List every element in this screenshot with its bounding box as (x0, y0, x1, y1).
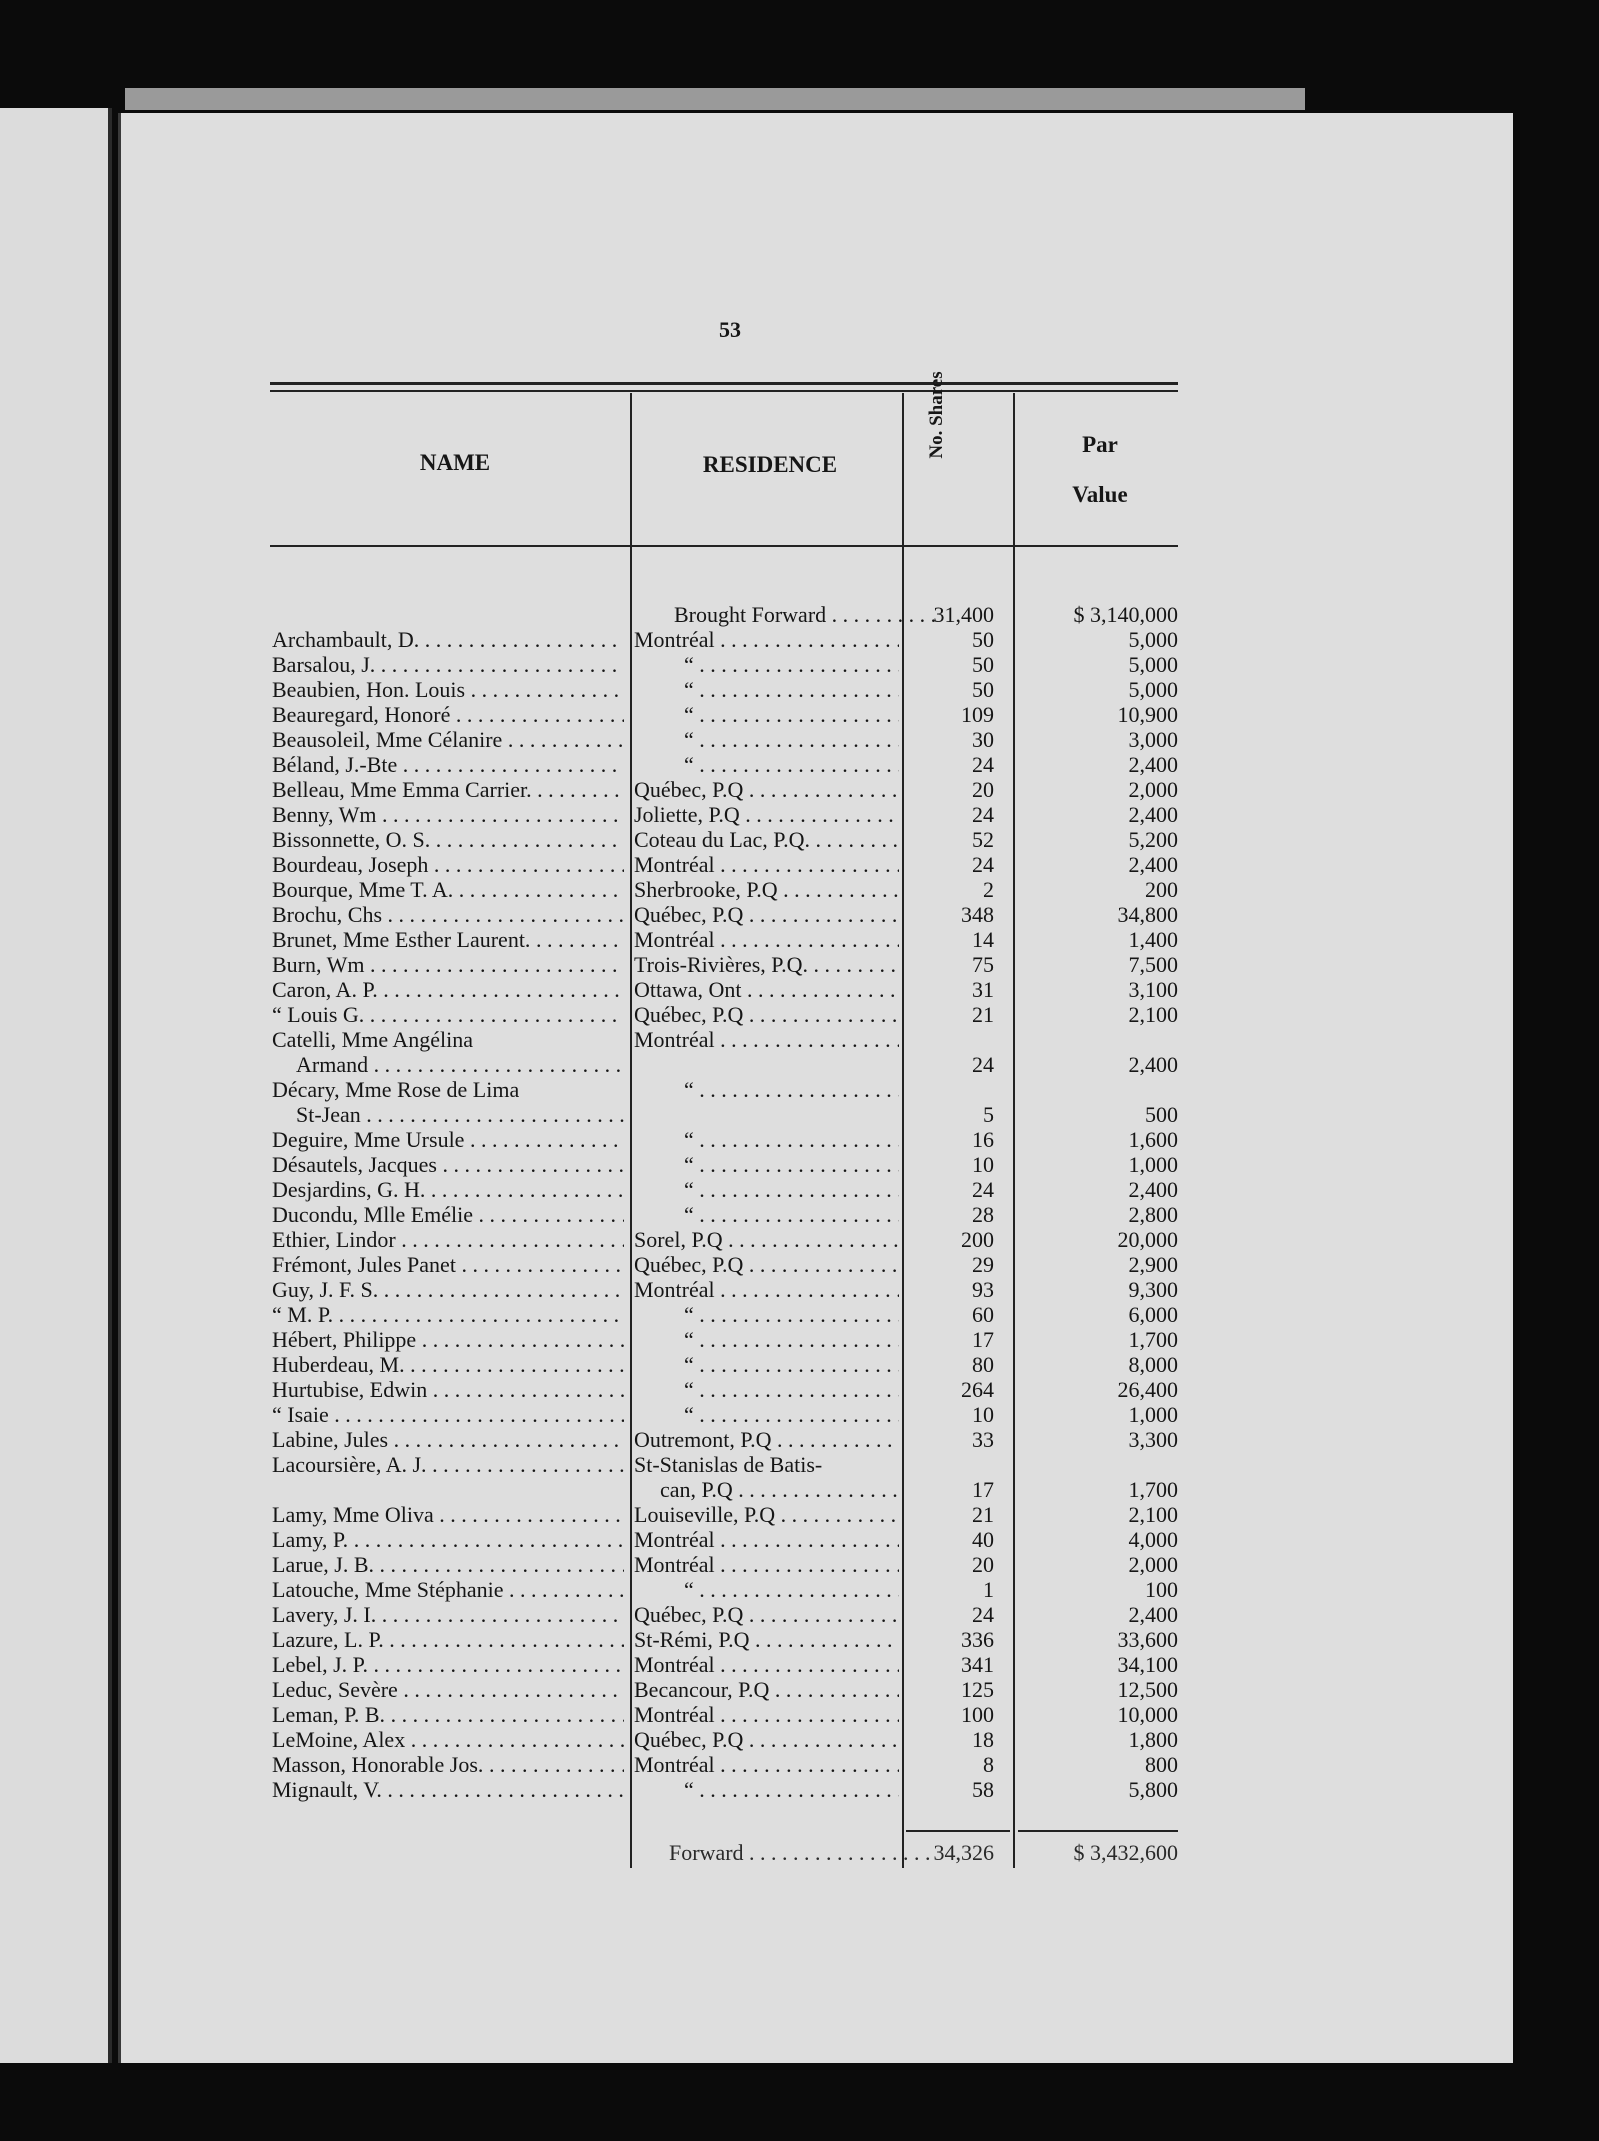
residence: Montréal . . . (634, 1752, 899, 1777)
share-count: 50 (972, 652, 994, 677)
shareholder-name: Brunet, Mme Esther Laurent. . . . (272, 927, 624, 952)
shareholder-name: Burn, Wm . . . (272, 952, 624, 977)
table-row (272, 1577, 1178, 1602)
shareholder-name: Lazure, L. P. . . . (272, 1627, 624, 1652)
residence: “ . . . (634, 1177, 899, 1202)
table-row (272, 1702, 1178, 1727)
residence: Becancour, P.Q . . . (634, 1677, 899, 1702)
par-value: 2,800 (1128, 1202, 1178, 1227)
brought-forward-row (272, 602, 1178, 627)
share-count: 2 (983, 877, 994, 902)
shareholder-name: Bourque, Mme T. A. . . . (272, 877, 624, 902)
shareholder-name: LeMoine, Alex . . . (272, 1727, 624, 1752)
share-count: 24 (972, 1052, 994, 1077)
share-count: 29 (972, 1252, 994, 1277)
share-count: 21 (972, 1502, 994, 1527)
table-row (272, 1602, 1178, 1627)
table-row (272, 1427, 1178, 1452)
table-row (272, 1552, 1178, 1577)
residence: “ . . . (634, 1352, 899, 1377)
share-count: 60 (972, 1302, 994, 1327)
residence: “ . . . (634, 702, 899, 727)
shareholder-name: Décary, Mme Rose de Lima St-Jean . . . (272, 1077, 624, 1127)
header-value: Value (1072, 482, 1128, 507)
table-row (272, 1027, 1178, 1077)
residence: Sorel, P.Q . . . (634, 1227, 899, 1252)
residence: Montréal . . . (634, 1527, 899, 1552)
total-rule-shares (906, 1830, 1010, 1832)
share-count: 21 (972, 1002, 994, 1027)
par-value: 6,000 (1128, 1302, 1178, 1327)
shareholder-name: Hurtubise, Edwin . . . (272, 1377, 624, 1402)
par-value: 26,400 (1117, 1377, 1178, 1402)
par-value: 2,400 (1128, 802, 1178, 827)
share-count: 264 (961, 1377, 994, 1402)
share-count: 24 (972, 802, 994, 827)
shareholder-name: Beausoleil, Mme Célanire . . . (272, 727, 624, 752)
table-row (272, 1152, 1178, 1177)
share-count: 1 (983, 1577, 994, 1602)
shareholder-name: Lamy, P. . . . (272, 1527, 624, 1552)
par-value: 5,800 (1128, 1777, 1178, 1802)
top-rule (270, 382, 1178, 385)
par-value: 34,100 (1117, 1652, 1178, 1677)
shareholder-name: Lavery, J. I. . . . (272, 1602, 624, 1627)
table-row (272, 1002, 1178, 1027)
shareholder-name: Masson, Honorable Jos. . . . (272, 1752, 624, 1777)
share-count: 40 (972, 1527, 994, 1552)
table-row (272, 1302, 1178, 1327)
residence: Trois-Rivières, P.Q. . . . (634, 952, 899, 977)
par-value: 9,300 (1128, 1277, 1178, 1302)
par-value: 3,000 (1128, 727, 1178, 752)
table-row (272, 777, 1178, 802)
shareholder-name: Leduc, Sevère . . . (272, 1677, 624, 1702)
table-row (272, 1452, 1178, 1502)
shareholder-name: Lacoursière, A. J. . . . (272, 1452, 624, 1477)
shareholder-name: Labine, Jules . . . (272, 1427, 624, 1452)
share-count: 30 (972, 727, 994, 752)
par-value: 1,600 (1128, 1127, 1178, 1152)
par-value: 1,700 (1128, 1327, 1178, 1352)
par-value: 1,800 (1128, 1727, 1178, 1752)
par-value: 10,900 (1117, 702, 1178, 727)
par-value: 8,000 (1128, 1352, 1178, 1377)
share-count: 31 (972, 977, 994, 1002)
share-count: 93 (972, 1277, 994, 1302)
share-count: 24 (972, 1602, 994, 1627)
par-value: 2,000 (1128, 1552, 1178, 1577)
par-value: 3,300 (1128, 1427, 1178, 1452)
table-row (272, 1177, 1178, 1202)
shareholder-name: Leman, P. B. . . . (272, 1702, 624, 1727)
brought-forward-label: Brought Forward . . . (634, 602, 939, 627)
shareholder-name: Frémont, Jules Panet . . . (272, 1252, 624, 1277)
par-value: 100 (1145, 1577, 1178, 1602)
share-count: 52 (972, 827, 994, 852)
header-rule (270, 545, 1178, 547)
shareholder-name: Beaubien, Hon. Louis . . . (272, 677, 624, 702)
table-row (272, 1202, 1178, 1227)
binding-strip (125, 88, 1305, 110)
par-value: 1,400 (1128, 927, 1178, 952)
residence: “ . . . (634, 1377, 899, 1402)
page-number: 53 (719, 317, 741, 342)
residence: “ . . . (634, 727, 899, 752)
brought-forward-value: $ 3,140,000 (1073, 602, 1178, 627)
shareholder-name: Brochu, Chs . . . (272, 902, 624, 927)
table-row (272, 827, 1178, 852)
share-count: 58 (972, 1777, 994, 1802)
share-count: 341 (961, 1652, 994, 1677)
residence: “ . . . (634, 1152, 899, 1177)
par-value: 20,000 (1117, 1227, 1178, 1252)
shareholder-name: Lebel, J. P. . . . (272, 1652, 624, 1677)
residence: Montréal . . . (634, 1652, 899, 1677)
header-shares: No. Shares (926, 371, 947, 459)
shareholder-name: Barsalou, J. . . . (272, 652, 624, 677)
share-count: 75 (972, 952, 994, 977)
shareholder-name: “ Isaie . . . (272, 1402, 624, 1427)
shareholder-name: Guy, J. F. S. . . . (272, 1277, 624, 1302)
residence: Joliette, P.Q . . . (634, 802, 899, 827)
shareholder-name: Caron, A. P. . . . (272, 977, 624, 1002)
table-row (272, 1527, 1178, 1552)
par-value: 2,100 (1128, 1502, 1178, 1527)
residence: Montréal . . . (634, 1277, 899, 1302)
residence: “ . . . (634, 677, 899, 702)
table-row (272, 877, 1178, 902)
shareholder-name: Désautels, Jacques . . . (272, 1152, 624, 1177)
table-row (272, 952, 1178, 977)
share-count: 24 (972, 1177, 994, 1202)
forward-value: $ 3,432,600 (1073, 1840, 1178, 1865)
residence: Sherbrooke, P.Q . . . (634, 877, 899, 902)
par-value: 5,000 (1128, 652, 1178, 677)
par-value: 2,400 (1128, 752, 1178, 777)
shareholder-name: Béland, J.-Bte . . . (272, 752, 624, 777)
par-value: 34,800 (1117, 902, 1178, 927)
par-value: 800 (1145, 1752, 1178, 1777)
brought-forward-shares: 31,400 (933, 602, 994, 627)
share-count: 336 (961, 1627, 994, 1652)
shareholder-name: Lamy, Mme Oliva . . . (272, 1502, 624, 1527)
table-row (272, 1127, 1178, 1152)
share-count: 5 (983, 1102, 994, 1127)
shareholder-name: Mignault, V. . . . (272, 1777, 624, 1802)
shareholder-name: “ M. P. . . . (272, 1302, 624, 1327)
table-row (272, 1677, 1178, 1702)
share-count: 17 (972, 1327, 994, 1352)
table-row (272, 1777, 1178, 1802)
table-row (272, 1327, 1178, 1352)
table-row (272, 802, 1178, 827)
par-value: 33,600 (1117, 1627, 1178, 1652)
share-count: 16 (972, 1127, 994, 1152)
table-row (272, 1652, 1178, 1677)
forward-shares: 34,326 (933, 1840, 994, 1865)
share-count: 10 (972, 1402, 994, 1427)
residence: Montréal . . . (634, 1552, 899, 1577)
residence: St-Stanislas de Batis- can, P.Q . . . (634, 1452, 899, 1502)
residence: Montréal . . . (634, 627, 899, 652)
table-row (272, 727, 1178, 752)
shareholder-name: Bourdeau, Joseph . . . (272, 852, 624, 877)
par-value: 2,400 (1128, 1052, 1178, 1077)
par-value: 2,000 (1128, 777, 1178, 802)
residence: Montréal . . . (634, 1702, 899, 1727)
residence: “ . . . (634, 1202, 899, 1227)
share-count: 109 (961, 702, 994, 727)
shareholder-name: “ Louis G. . . . (272, 1002, 624, 1027)
par-value: 200 (1145, 877, 1178, 902)
shareholder-name: Huberdeau, M. . . . (272, 1352, 624, 1377)
ledger-rows (272, 602, 1178, 1802)
total-rule-value (1018, 1830, 1178, 1832)
residence: St-Rémi, P.Q . . . (634, 1627, 899, 1652)
share-count: 20 (972, 1552, 994, 1577)
par-value: 1,000 (1128, 1402, 1178, 1427)
table-row (272, 627, 1178, 652)
table-row (272, 852, 1178, 877)
share-count: 20 (972, 777, 994, 802)
table-row (272, 1252, 1178, 1277)
residence: Québec, P.Q . . . (634, 1002, 899, 1027)
residence: Louiseville, P.Q . . . (634, 1502, 899, 1527)
table-row (272, 1627, 1178, 1652)
table-row (272, 1752, 1178, 1777)
share-count: 10 (972, 1152, 994, 1177)
forward-row (272, 1840, 1178, 1868)
residence: Coteau du Lac, P.Q. . . . (634, 827, 899, 852)
table-row (272, 1077, 1178, 1127)
table-row (272, 1352, 1178, 1377)
shareholder-name: Desjardins, G. H. . . . (272, 1177, 624, 1202)
share-count: 125 (961, 1677, 994, 1702)
share-count: 24 (972, 852, 994, 877)
residence: Québec, P.Q . . . (634, 1602, 899, 1627)
share-count: 14 (972, 927, 994, 952)
residence: Ottawa, Ont . . . (634, 977, 899, 1002)
shareholder-name: Catelli, Mme Angélina Armand . . . (272, 1027, 624, 1077)
share-count: 348 (961, 902, 994, 927)
shareholder-name: Ducondu, Mlle Emélie . . . (272, 1202, 624, 1227)
par-value: 1,700 (1128, 1477, 1178, 1502)
residence: Québec, P.Q . . . (634, 1252, 899, 1277)
residence: “ . . . (634, 1077, 899, 1102)
share-count: 33 (972, 1427, 994, 1452)
par-value: 5,000 (1128, 677, 1178, 702)
residence: “ . . . (634, 1302, 899, 1327)
facing-page-edge (0, 108, 112, 2063)
par-value: 10,000 (1117, 1702, 1178, 1727)
residence: Montréal . . . (634, 927, 899, 952)
table-row (272, 1277, 1178, 1302)
shareholder-name: Archambault, D. . . . (272, 627, 624, 652)
residence: Québec, P.Q . . . (634, 777, 899, 802)
share-count: 50 (972, 677, 994, 702)
par-value: 5,200 (1128, 827, 1178, 852)
share-count: 80 (972, 1352, 994, 1377)
table-row (272, 1502, 1178, 1527)
table-row (272, 1227, 1178, 1252)
shareholder-name: Larue, J. B. . . . (272, 1552, 624, 1577)
shareholder-name: Hébert, Philippe . . . (272, 1327, 624, 1352)
table-row (272, 1377, 1178, 1402)
share-count: 24 (972, 752, 994, 777)
share-count: 8 (983, 1752, 994, 1777)
top-rule-thin (270, 390, 1178, 392)
par-value: 4,000 (1128, 1527, 1178, 1552)
par-value: 2,900 (1128, 1252, 1178, 1277)
shareholder-name: Ethier, Lindor . . . (272, 1227, 624, 1252)
residence: “ . . . (634, 1777, 899, 1802)
par-value: 2,400 (1128, 1602, 1178, 1627)
table-row (272, 752, 1178, 777)
residence: Outremont, P.Q . . . (634, 1427, 899, 1452)
share-count: 50 (972, 627, 994, 652)
table-row (272, 1402, 1178, 1427)
par-value: 12,500 (1117, 1677, 1178, 1702)
forward-label: Forward . . . (634, 1840, 934, 1866)
residence: “ . . . (634, 1402, 899, 1427)
residence: “ . . . (634, 652, 899, 677)
table-row (272, 652, 1178, 677)
share-count: 100 (961, 1702, 994, 1727)
share-count: 200 (961, 1227, 994, 1252)
par-value: 2,400 (1128, 1177, 1178, 1202)
table-row (272, 977, 1178, 1002)
shareholder-name: Deguire, Mme Ursule . . . (272, 1127, 624, 1152)
residence: “ . . . (634, 1127, 899, 1152)
share-count: 17 (972, 1477, 994, 1502)
residence: “ . . . (634, 752, 899, 777)
shareholder-name: Benny, Wm . . . (272, 802, 624, 827)
par-value: 3,100 (1128, 977, 1178, 1002)
table-row (272, 677, 1178, 702)
header-par: Par (1082, 432, 1118, 457)
par-value: 2,100 (1128, 1002, 1178, 1027)
shareholder-name: Latouche, Mme Stéphanie . . . (272, 1577, 624, 1602)
table-row (272, 927, 1178, 952)
share-count: 28 (972, 1202, 994, 1227)
par-value: 1,000 (1128, 1152, 1178, 1177)
shareholder-name: Bissonnette, O. S. . . . (272, 827, 624, 852)
shareholder-name: Beauregard, Honoré . . . (272, 702, 624, 727)
residence: Québec, P.Q . . . (634, 1727, 899, 1752)
residence: “ . . . (634, 1577, 899, 1602)
table-row (272, 702, 1178, 727)
header-name: NAME (419, 450, 491, 475)
par-value: 500 (1145, 1102, 1178, 1127)
residence: Québec, P.Q . . . (634, 902, 899, 927)
residence: Montréal . . . (634, 1027, 899, 1052)
par-value: 5,000 (1128, 627, 1178, 652)
shareholder-name: Belleau, Mme Emma Carrier. . . . (272, 777, 624, 802)
par-value: 2,400 (1128, 852, 1178, 877)
header-residence: RESIDENCE (702, 452, 838, 477)
par-value: 7,500 (1128, 952, 1178, 977)
table-row (272, 902, 1178, 927)
residence: Montréal . . . (634, 852, 899, 877)
residence: “ . . . (634, 1327, 899, 1352)
table-row (272, 1727, 1178, 1752)
share-count: 18 (972, 1727, 994, 1752)
